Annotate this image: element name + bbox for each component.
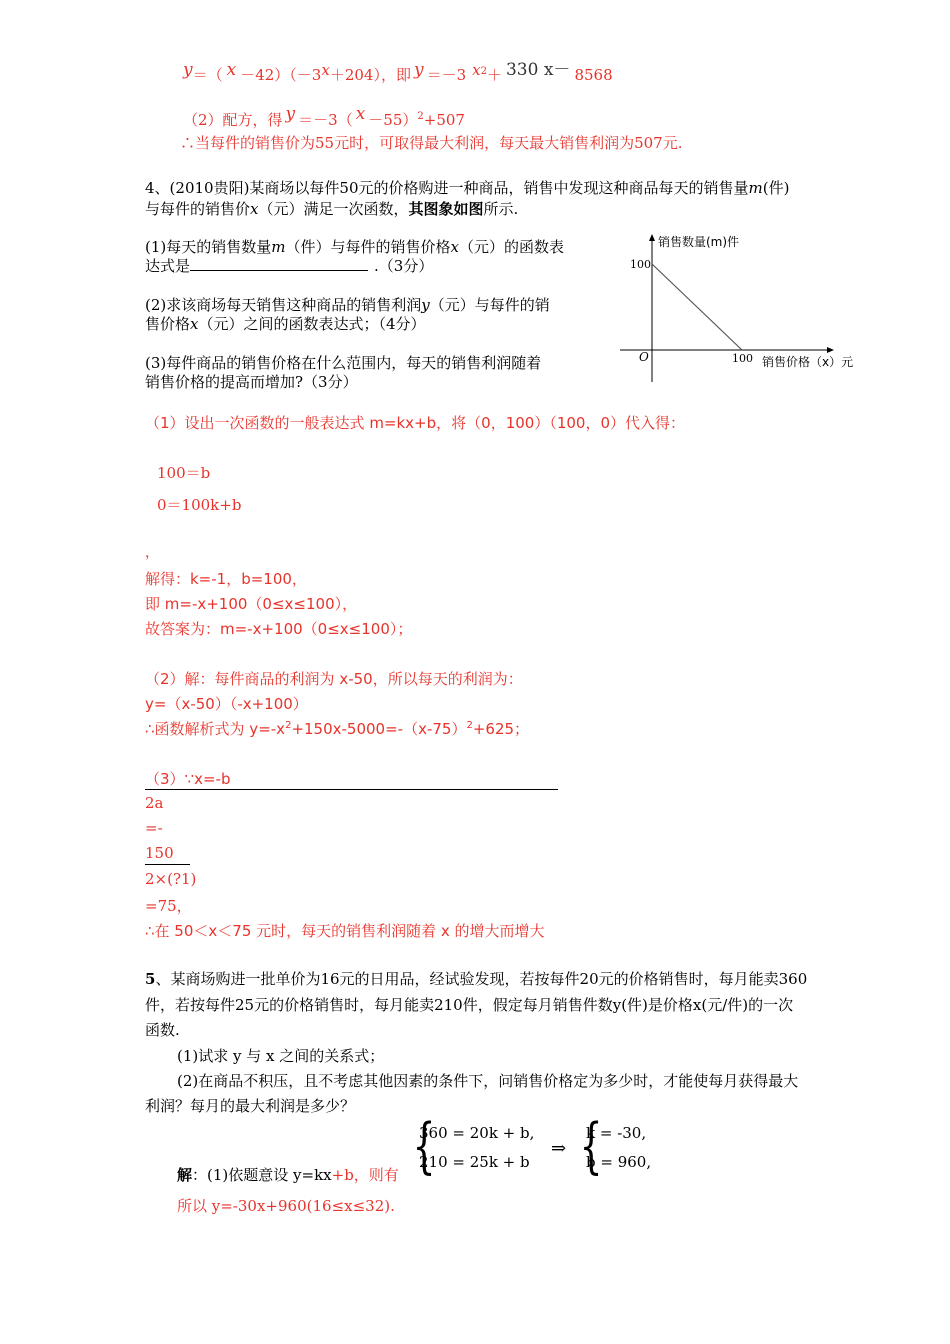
text: ＝（ bbox=[192, 66, 223, 84]
var-x: x bbox=[450, 238, 459, 256]
solution-label: 解 bbox=[177, 1166, 193, 1184]
formula-image-text: 330 x－ bbox=[505, 60, 571, 80]
ans4-part3-denom2: 2×(?1) bbox=[145, 870, 197, 888]
left-brace: { bbox=[412, 1111, 436, 1181]
ans4-eq1: 100＝b bbox=[157, 464, 211, 482]
y-tick-100: 100 bbox=[630, 258, 651, 271]
q5-line-2: 件，若按每件25元的价格销售时，每月能卖210件，假定每月销售件数y(件)是价格x(元/件)的一次 bbox=[145, 996, 794, 1014]
var-y: y bbox=[421, 296, 430, 314]
q4-part1-line1 bbox=[145, 236, 564, 257]
text: 4、(2010贵阳)某商场以每件50元的价格购进一种商品，销售中发现这种商品每天的销售量 bbox=[145, 179, 749, 197]
text: 售价格 bbox=[145, 315, 191, 333]
text: .（3分） bbox=[374, 257, 434, 275]
y-axis-label: 销售数量(m)件 bbox=[658, 235, 740, 249]
text: +507 bbox=[423, 111, 465, 129]
text: （元）之间的函数表达式；（4分） bbox=[198, 315, 426, 333]
origin-label: O bbox=[639, 350, 649, 364]
ans4-part2-function bbox=[145, 718, 529, 739]
q5-part2-line2: 利润？每月的最大利润是多少？ bbox=[145, 1097, 356, 1115]
q4-part2-line2 bbox=[145, 313, 426, 334]
x-axis-label: 销售价格（x）元 bbox=[762, 355, 854, 369]
ans4-part3-denom: 2a bbox=[145, 794, 164, 812]
ans4-eq2: 0＝100k+b bbox=[157, 496, 242, 514]
text: 与每件的销售价 bbox=[145, 200, 251, 218]
var-y: y bbox=[285, 104, 296, 124]
x-tick-100: 100 bbox=[732, 352, 753, 365]
text: －55） bbox=[368, 111, 418, 129]
fraction-bar bbox=[145, 864, 190, 865]
left-brace: { bbox=[579, 1111, 603, 1181]
text: ：(1)依题意设 y=kx bbox=[192, 1166, 332, 1184]
q5-part2-line1: (2)在商品不积压，且不考虑其他因素的条件下，问销售价格定为多少时，才能使每月获得最大 bbox=[177, 1072, 799, 1090]
text: －42）（－3 bbox=[240, 66, 322, 84]
top-line-1 bbox=[183, 60, 613, 85]
solution-k: k = -30, bbox=[586, 1124, 647, 1142]
var-x: x bbox=[472, 61, 481, 79]
text: (1)每天的销售数量 bbox=[145, 238, 272, 256]
equation-1: 360 = 20k + b, bbox=[419, 1124, 535, 1142]
text: 8568 bbox=[574, 66, 613, 84]
ans4-part1-intro: （1）设出一次函数的一般表达式 m=kx+b，将（0，100）（100，0）代入得： bbox=[145, 414, 685, 432]
ans4-comma: ， bbox=[145, 545, 159, 561]
superscript: 2 bbox=[285, 720, 292, 731]
answer-blank[interactable] bbox=[190, 256, 368, 271]
x-axis-arrow bbox=[827, 347, 834, 353]
top-line-2 bbox=[183, 104, 465, 130]
ans4-part2-profit: y=（x-50）（-x+100） bbox=[145, 695, 308, 713]
demand-line bbox=[652, 264, 742, 350]
equation-2: 210 = 25k + b bbox=[419, 1153, 530, 1171]
var-m: m bbox=[748, 179, 763, 197]
q4-part2-line1 bbox=[145, 294, 550, 315]
q4-part1-line2 bbox=[145, 255, 433, 276]
q4-line-1 bbox=[145, 177, 789, 198]
q5-line-1 bbox=[145, 968, 807, 989]
ans4-part3-num: 150 bbox=[145, 844, 174, 862]
ans4-part2-intro: （2）解：每件商品的利润为 x-50，所以每天的利润为： bbox=[145, 670, 523, 688]
q5-part1: (1)试求 y 与 x 之间的关系式； bbox=[177, 1047, 385, 1065]
demand-graph bbox=[612, 230, 872, 390]
q4-part3-line2: 销售价格的提高而增加?（3分） bbox=[145, 373, 358, 391]
text: (件) bbox=[762, 179, 790, 197]
top-line-3: ∴当每件的销售价为55元时，可取得最大利润，每天最大销售利润为507元. bbox=[180, 134, 683, 152]
text: 所示. bbox=[483, 200, 519, 218]
ans4-result: 即 m=-x+100（0≤x≤100）， bbox=[145, 595, 358, 613]
text: ＋204），即 bbox=[329, 66, 411, 84]
text: 达式是 bbox=[145, 257, 191, 275]
text: ∴函数解析式为 y=-x bbox=[145, 720, 286, 738]
superscript: 2 bbox=[466, 720, 473, 731]
var-x: x bbox=[250, 200, 259, 218]
ans4-answer: 故答案为：m=-x+100（0≤x≤100）； bbox=[145, 620, 413, 638]
text: （元）满足一次函数， bbox=[258, 200, 409, 218]
fraction-bar bbox=[145, 789, 558, 790]
q5-line-3: 函数. bbox=[145, 1021, 180, 1039]
text: ＝－3 bbox=[426, 66, 467, 84]
ans4-part3-conclusion: ∴在 50＜x＜75 元时，每天的销售利润随着 x 的增大而增大 bbox=[145, 922, 545, 940]
superscript: 2 bbox=[480, 66, 487, 77]
q4-line-2 bbox=[145, 198, 518, 219]
var-x: x bbox=[355, 104, 366, 124]
y-axis-arrow bbox=[649, 234, 655, 241]
var-y: y bbox=[413, 60, 424, 80]
implies-arrow: ⇒ bbox=[551, 1138, 567, 1159]
ans4-part3-eq: =- bbox=[145, 819, 163, 837]
q5-solution-line bbox=[177, 1164, 399, 1185]
text: ＋ bbox=[486, 66, 502, 84]
text: ＝－3（ bbox=[298, 111, 353, 129]
text: +625； bbox=[472, 720, 530, 738]
text: 、某商场购进一批单价为16元的日用品，经试验发现，若按每件20元的价格销售时，每月能卖360 bbox=[155, 970, 808, 988]
ans4-part3-result: =75， bbox=[145, 897, 192, 915]
question-number: 5 bbox=[145, 970, 156, 988]
text: （元）的函数表 bbox=[458, 238, 564, 256]
q5-solution-result: 所以 y=-30x+960(16≤x≤32). bbox=[177, 1197, 395, 1215]
var-x: x bbox=[226, 60, 237, 80]
text: (2)求该商场每天销售这种商品的销售利润 bbox=[145, 296, 422, 314]
text: （件）与每件的销售价格 bbox=[285, 238, 451, 256]
var-x: x bbox=[321, 61, 330, 79]
superscript: 2 bbox=[417, 111, 424, 122]
var-m: m bbox=[271, 238, 286, 256]
bold-text: 其图象如图 bbox=[408, 200, 484, 218]
var-x: x bbox=[190, 315, 199, 333]
text: （2）配方，得 bbox=[183, 111, 283, 129]
text: （元）与每件的销 bbox=[429, 296, 550, 314]
var-y: y bbox=[183, 60, 193, 80]
text: +b，则有 bbox=[331, 1166, 399, 1184]
solution-b: b = 960, bbox=[586, 1153, 652, 1171]
ans4-part3-start: （3）∵x=-b bbox=[145, 770, 231, 788]
q4-part3-line1: (3)每件商品的销售价格在什么范围内，每天的销售利润随着 bbox=[145, 354, 542, 372]
text: +150x-5000=-（x-75） bbox=[291, 720, 467, 738]
ans4-solve: 解得：k=-1，b=100， bbox=[145, 570, 307, 588]
